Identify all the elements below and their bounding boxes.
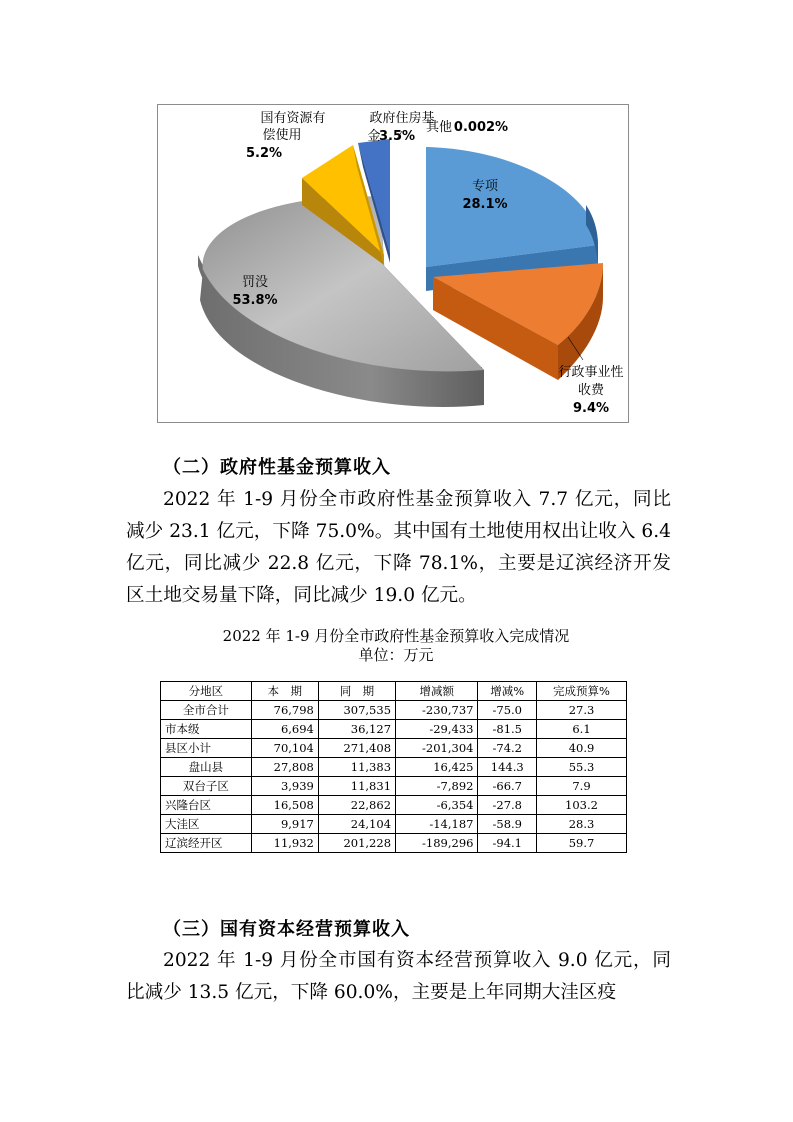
table-row <box>161 758 627 777</box>
section3-paragraph: 2022 年 1-9 月份全市国有资本经营预算收入 9.0 亿元，同比减少 13.5 亿元，下降 60.0%，主要是上年同期大洼区疫 <box>126 950 671 1003</box>
label-special-pct: 28.1% <box>462 197 508 212</box>
cell-prior: 271,408 <box>318 739 395 758</box>
table-row <box>161 815 627 834</box>
label-admin-pct: 9.4% <box>572 401 610 416</box>
cell-pct: -81.5 <box>478 720 537 739</box>
cell-budget: 7.9 <box>537 777 627 796</box>
cell-prior: 201,228 <box>318 834 395 853</box>
label-housing-pct: 3.5% <box>378 129 416 144</box>
col-header-pct: 增减% <box>478 682 537 701</box>
cell-pct: -58.9 <box>478 815 537 834</box>
cell-current: 6,694 <box>251 720 318 739</box>
cell-budget: 28.3 <box>537 815 627 834</box>
section3-heading: （三）国有资本经营预算收入 <box>163 919 410 940</box>
cell-prior: 11,383 <box>318 758 395 777</box>
cell-budget: 6.1 <box>537 720 627 739</box>
cell-region: 兴隆台区 <box>161 796 252 815</box>
cell-current: 70,104 <box>251 739 318 758</box>
label-resource-pct: 5.2% <box>245 146 283 161</box>
cell-region: 大洼区 <box>161 815 252 834</box>
cell-budget: 40.9 <box>537 739 627 758</box>
cell-current: 3,939 <box>251 777 318 796</box>
cell-change: -14,187 <box>396 815 478 834</box>
section2-paragraph: 2022 年 1-9 月份全市政府性基金预算收入 7.7 亿元，同比减少 23.1 亿元，下降 75.0%。其中国有土地使用权出让收入 6.4 亿元，同比减少 22.8 亿元，下降 78.1%，主要是辽滨经济开发区土地交易量下降，同比减少 19.0 亿元。 <box>126 489 671 606</box>
cell-budget: 27.3 <box>537 701 627 720</box>
table-row <box>161 777 627 796</box>
cell-change: -6,354 <box>396 796 478 815</box>
label-fine-pct: 53.8% <box>232 293 278 308</box>
cell-budget: 59.7 <box>537 834 627 853</box>
cell-region: 辽滨经开区 <box>161 834 252 853</box>
cell-current: 16,508 <box>251 796 318 815</box>
fund-revenue-table <box>160 681 627 853</box>
cell-region: 全市合计 <box>161 701 252 720</box>
label-housing-name-1: 政府住房基 <box>369 111 435 126</box>
cell-prior: 307,535 <box>318 701 395 720</box>
pie-chart-svg <box>158 105 630 424</box>
col-header-current: 本 期 <box>251 682 318 701</box>
table-row <box>161 834 627 853</box>
table-row <box>161 739 627 758</box>
cell-pct: -75.0 <box>478 701 537 720</box>
col-header-budget: 完成预算% <box>537 682 627 701</box>
cell-prior: 36,127 <box>318 720 395 739</box>
cell-region: 双台子区 <box>161 777 252 796</box>
cell-change: -7,892 <box>396 777 478 796</box>
cell-pct: 144.3 <box>478 758 537 777</box>
cell-prior: 11,831 <box>318 777 395 796</box>
label-resource-name-1: 国有资源有 <box>260 111 326 126</box>
col-header-prior: 同 期 <box>318 682 395 701</box>
cell-pct: -94.1 <box>478 834 537 853</box>
cell-region: 盘山县 <box>161 758 252 777</box>
label-resource-name-2: 偿使用 <box>262 128 302 143</box>
cell-current: 27,808 <box>251 758 318 777</box>
cell-current: 11,932 <box>251 834 318 853</box>
cell-change: -29,433 <box>396 720 478 739</box>
cell-budget: 55.3 <box>537 758 627 777</box>
col-header-change: 增减额 <box>396 682 478 701</box>
table-title: 2022 年 1-9 月份全市政府性基金预算收入完成情况 <box>222 627 570 645</box>
label-other-name: 其他 <box>425 120 453 135</box>
label-admin-name-1: 行政事业性 <box>558 365 624 380</box>
table-row <box>161 796 627 815</box>
section2-heading: （二）政府性基金预算收入 <box>163 457 391 478</box>
label-housing-name-2: 金 <box>367 129 381 144</box>
cell-pct: -74.2 <box>478 739 537 758</box>
label-fine-name: 罚没 <box>241 275 269 290</box>
label-special-name: 专项 <box>471 179 499 194</box>
cell-region: 县区小计 <box>161 739 252 758</box>
cell-pct: -66.7 <box>478 777 537 796</box>
table-row <box>161 720 627 739</box>
label-admin-name-2: 收费 <box>577 383 605 398</box>
cell-current: 76,798 <box>251 701 318 720</box>
table-header-row <box>161 682 627 701</box>
cell-region: 市本级 <box>161 720 252 739</box>
col-header-region: 分地区 <box>161 682 252 701</box>
cell-prior: 24,104 <box>318 815 395 834</box>
cell-change: -201,304 <box>396 739 478 758</box>
pie-chart <box>157 104 629 423</box>
cell-budget: 103.2 <box>537 796 627 815</box>
table-unit: 单位：万元 <box>358 646 434 664</box>
label-other-pct: 0.002% <box>453 120 509 135</box>
cell-change: -230,737 <box>396 701 478 720</box>
cell-change: 16,425 <box>396 758 478 777</box>
cell-pct: -27.8 <box>478 796 537 815</box>
table-row <box>161 701 627 720</box>
cell-current: 9,917 <box>251 815 318 834</box>
cell-change: -189,296 <box>396 834 478 853</box>
cell-prior: 22,862 <box>318 796 395 815</box>
